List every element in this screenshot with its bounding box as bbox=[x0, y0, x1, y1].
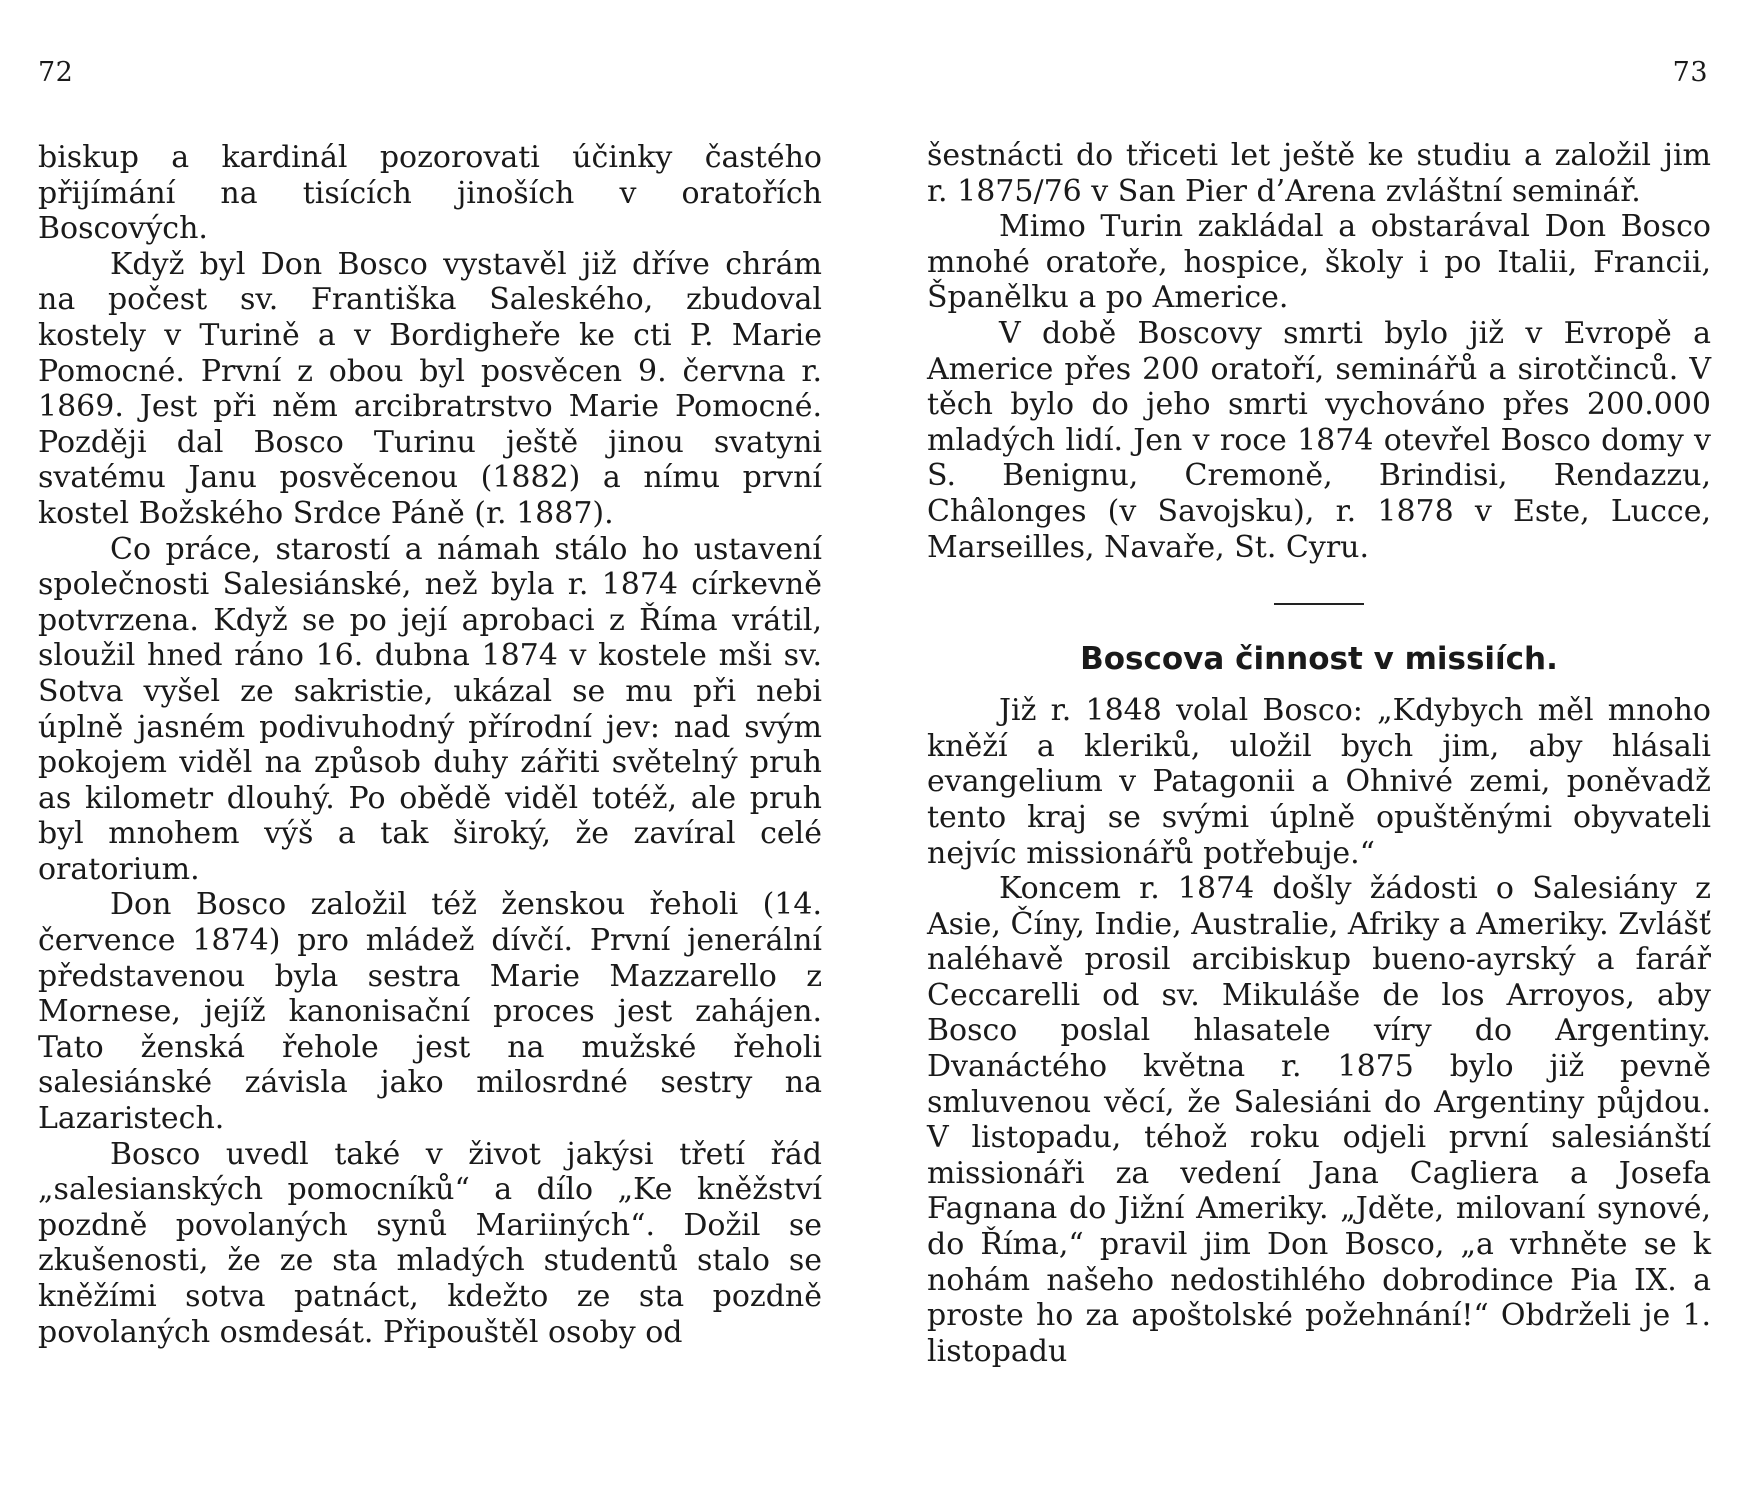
paragraph: Don Bosco založil též ženskou řeholi (14. července 1874) pro mládež dívčí. První jenerální představenou byla sestra Marie Mazzarello z Mornese, jejíž kanonisační proces jest zahájen. Tato ženská řehole jest na mužské řeholi salesiánské závisla jako milosrdné sestry na Lazaristech. bbox=[38, 887, 822, 1137]
right-page bbox=[873, 0, 1746, 1500]
section-divider bbox=[1274, 603, 1364, 605]
paragraph: Bosco uvedl také v život jakýsi třetí řád „salesianských pomocníků“ a dílo „Ke kněžství pozdně povolaných synů Mariiných“. Dožil se zkušenosti, že ze sta mladých studentů stalo se kněžími sotva patnáct, kdežto ze sta pozdně povolaných osmdesát. Připouštěl osoby od bbox=[38, 1136, 822, 1350]
left-page-number: 72 bbox=[38, 57, 74, 88]
paragraph: Koncem r. 1874 došly žádosti o Salesiány z Asie, Číny, Indie, Australie, Afriky a Ameriky. Zvlášť naléhavě prosil arcibiskup bueno-ayrský a farář Ceccarelli od sv. Mikuláše de los Arroyos, aby Bosco poslal hlasatele víry do Argentiny. Dvanáctého května r. 1875 bylo již pevně smluvenou věcí, že Salesiáni do Argentiny půjdou. V listopadu, téhož roku odjeli první salesiánští missionáři za vedení Jana Cagliera a Josefa Fagnana do Jižní Ameriky. „Jděte, milovaní synové, do Říma,“ pravil jim Don Bosco, „a vrhněte se k nohám našeho nedostihlého dobrodince Pia IX. a proste ho za apoštolské požehnání!“ Obdrželi je 1. listopadu bbox=[927, 871, 1711, 1369]
paragraph: Co práce, starostí a námah stálo ho ustavení společnosti Salesiánské, než byla r. 1874 církevně potvrzena. Když se po její aprobaci z Říma vrátil, sloužil hned ráno 16. dubna 1874 v kostele mši sv. Sotva vyšel ze sakristie, ukázal se mu při nebi úplně jasném podivuhodný přírodní jev: nad svým pokojem viděl na způsob duhy zářiti světelný pruh as kilometr dlouhý. Po obědě viděl totéž, ale pruh byl mnohem výš a tak široký, že zavíral celé oratorium. bbox=[38, 531, 822, 887]
paragraph: Již r. 1848 volal Bosco: „Kdybych měl mnoho kněží a kleriků, uložil bych jim, aby hlásali evangelium v Patagonii a Ohnivé zemi, poněvadž tento kraj se svými úplně opuštěnými obyvateli nejvíc missionářů potřebuje.“ bbox=[927, 693, 1711, 871]
paragraph: šestnácti do třiceti let ještě ke studiu a založil jim r. 1875/76 v San Pier d’Arena zvláštní seminář. bbox=[927, 138, 1711, 209]
right-text-column bbox=[927, 138, 1711, 1369]
section-heading: Boscova činnost v missiích. bbox=[1080, 641, 1558, 678]
paragraph: Když byl Don Bosco vystavěl již dříve chrám na počest sv. Františka Saleského, zbudoval kostely v Turině a v Bordigheře ke cti P. Marie Pomocné. První z obou byl posvěcen 9. června r. 1869. Jest při něm arcibratrstvo Marie Pomocné. Později dal Bosco Turinu ještě jinou svatyni svatému Janu posvěcenou (1882) a nímu první kostel Božského Srdce Páně (r. 1887). bbox=[38, 246, 822, 531]
paragraph: biskup a kardinál pozorovati účinky častého přijímání na tisících jinoších v oratořích Boscových. bbox=[38, 140, 822, 247]
paragraph: V době Boscovy smrti bylo již v Evropě a Americe přes 200 oratoří, seminářů a sirotčinců. V těch bylo do jeho smrti vychováno přes 200.000 mladých lidí. Jen v roce 1874 otevřel Bosco domy v S. Benignu, Cremoně, Brindisi, Rendazzu, Châlonges (v Savojsku), r. 1878 v Este, Lucce, Marseilles, Navaře, St. Cyru. bbox=[927, 315, 1711, 565]
paragraph: Mimo Turin zakládal a obstarával Don Bosco mnohé oratoře, hospice, školy i po Italii, Francii, Španělku a po Americe. bbox=[927, 209, 1711, 316]
right-page-number: 73 bbox=[1672, 57, 1708, 88]
left-text-column bbox=[38, 140, 822, 1350]
